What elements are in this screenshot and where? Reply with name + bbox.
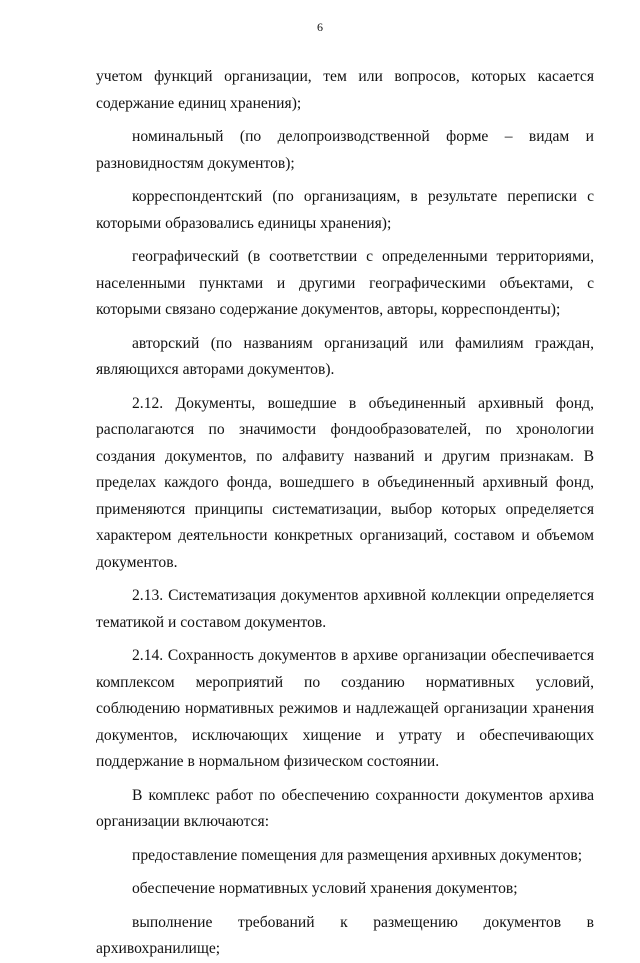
paragraph-2-14: 2.14. Сохранность документов в архиве организации обеспечивается комплексом мероприятий по созданию нормативных условий, соблюдению нормативных режимов и надлежащей организации хранения документов, исключающих хищение и утрату и обеспечивающих поддержание в нормальном физическом состоянии. [96,647,594,770]
document-body [96,64,594,963]
paragraph-author-index: авторский (по названиям организаций или фамилиям граждан, являющихся авторами документов). [96,334,594,378]
page-number: 6 [317,20,323,34]
paragraph-nominal-index: номинальный (по делопроизводственной форме – видам и разновидностям документов); [96,128,594,172]
paragraph-preservation-complex: В комплекс работ по обеспечению сохранности документов архива организации включаются: [96,786,594,830]
list-item-premises: предоставление помещения для размещения архивных документов; [132,846,583,864]
paragraph-correspondent-index: корреспондентский (по организациям, в результате переписки с которыми образовались единицы хранения); [96,188,594,232]
list-item-storage-conditions: обеспечение нормативных условий хранения документов; [132,880,518,897]
paragraph-2-13: 2.13. Систематизация документов архивной коллекции определяется тематикой и составом документов. [96,587,594,631]
paragraph-geographic-index: географический (в соответствии с определенными территориями, населенными пунктами и другими географическими объектами, с которыми связано содержание документов, авторы, корреспонденты); [96,248,594,318]
paragraph-continuation: учетом функций организации, тем или вопросов, которых касается содержание единиц хранения); [96,68,594,112]
list-item-placement-requirements: выполнение требований к размещению документов в архивохранилище; [96,913,594,957]
paragraph-2-12: 2.12. Документы, вошедшие в объединенный архивный фонд, располагаются по значимости фондообразователей, по хронологии создания документов, по алфавиту названий и другим признакам. В пределах каждого фонда, вошедшего в объединенный архивный фонд, применяются принципы систематизации, выбор которых определяется характером деятельности конкретных организаций, составом и объемом документов. [96,394,594,571]
